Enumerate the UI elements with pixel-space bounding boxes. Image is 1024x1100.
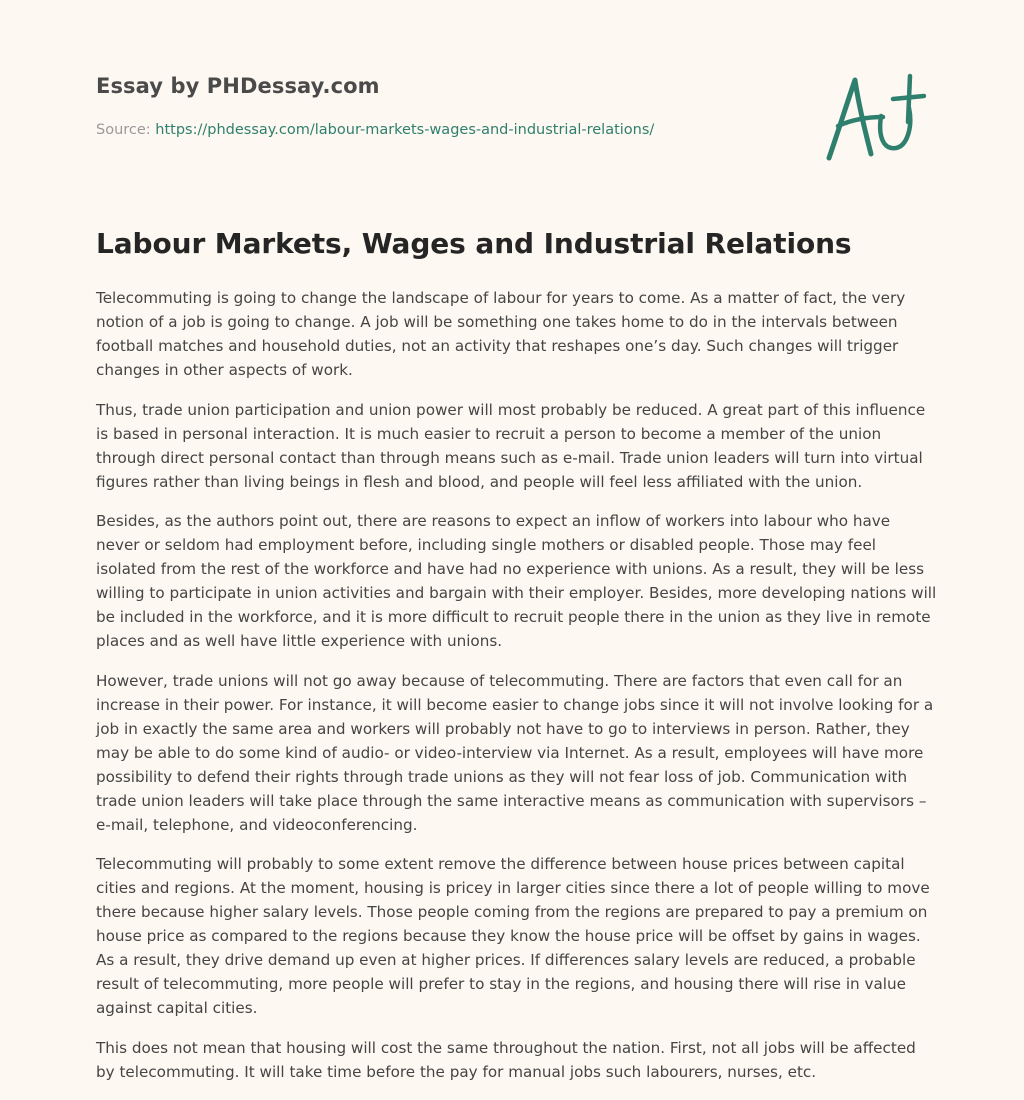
source-label: Source: — [96, 122, 156, 138]
essay-paragraph-6: This does not mean that housing will cost the same throughout the nation. First, not all jobs will be affected by telecommuting. It will take time before the pay for manual jobs such labourers, nurses, etc. — [96, 1038, 916, 1081]
essay-paragraph-2: Thus, trade union participation and union power will most probably be reduced. A great part of this influence is based in personal interaction. It is much easier to recruit a person to become a member of the union through direct personal contact than through means such as e-mail. Trade union leaders will turn into virtual figures rather than living beings in flesh and blood, and people will feel less affiliated with the union. — [96, 400, 926, 491]
essay-body — [96, 286, 938, 1099]
a-plus-logo-icon — [824, 68, 928, 166]
site-brand: Essay by PHDessay.com — [96, 74, 380, 98]
essay-paragraph-3: Besides, as the authors point out, there are reasons to expect an inflow of workers into labour who have never or seldom had employment before, including single mothers or disabled people. Those may feel isolated from the rest of the workforce and have had no experience with unions. As a result, they will be less willing to participate in union activities and bargain with their employer. Besides, more developing nations will be included in the workforce, and it is more difficult to recruit people there in the union as they live in remote places and as well have little experience with unions. — [96, 512, 937, 650]
essay-paragraph-5: Telecommuting will probably to some extent remove the difference between house prices between capital cities and regions. At the moment, housing is pricey in larger cities since there a lot of people willing to move there because higher salary levels. Those people coming from the regions are prepared to pay a premium on house price as compared to the regions because they know the house price will be offset by gains in wages. As a result, they drive demand up even at higher prices. If differences salary levels are reduced, a probable result of telecommuting, more people will prefer to stay in the regions, and housing there will rise in value against capital cities. — [96, 855, 930, 1017]
page-header — [96, 74, 796, 138]
essay-paragraph-4: However, trade unions will not go away because of telecommuting. There are factors that even call for an increase in their power. For instance, it will become easier to change jobs since it will not involve looking for a job in exactly the same area and workers will probably not have to go to interviews in person. Rather, they may be able to do some kind of audio- or video-interview via Internet. As a result, employees will have more possibility to defend their rights through trade unions as they will not fear loss of job. Communication with trade union leaders will take place through the same interactive means as communication with supervisors – e-mail, telephone, and videoconferencing. — [96, 671, 934, 834]
a-plus-logo — [824, 68, 928, 166]
source-line — [96, 122, 796, 138]
source-link[interactable]: https://phdessay.com/labour-markets-wages-and-industrial-relations/ — [155, 122, 655, 138]
essay-title: Labour Markets, Wages and Industrial Relations — [96, 227, 852, 260]
essay-paragraph-1: Telecommuting is going to change the landscape of labour for years to come. As a matter of fact, the very notion of a job is going to change. A job will be something one takes home to do in the intervals between football matches and household duties, not an activity that reshapes one’s day. Such changes will trigger changes in other aspects of work. — [96, 289, 906, 379]
